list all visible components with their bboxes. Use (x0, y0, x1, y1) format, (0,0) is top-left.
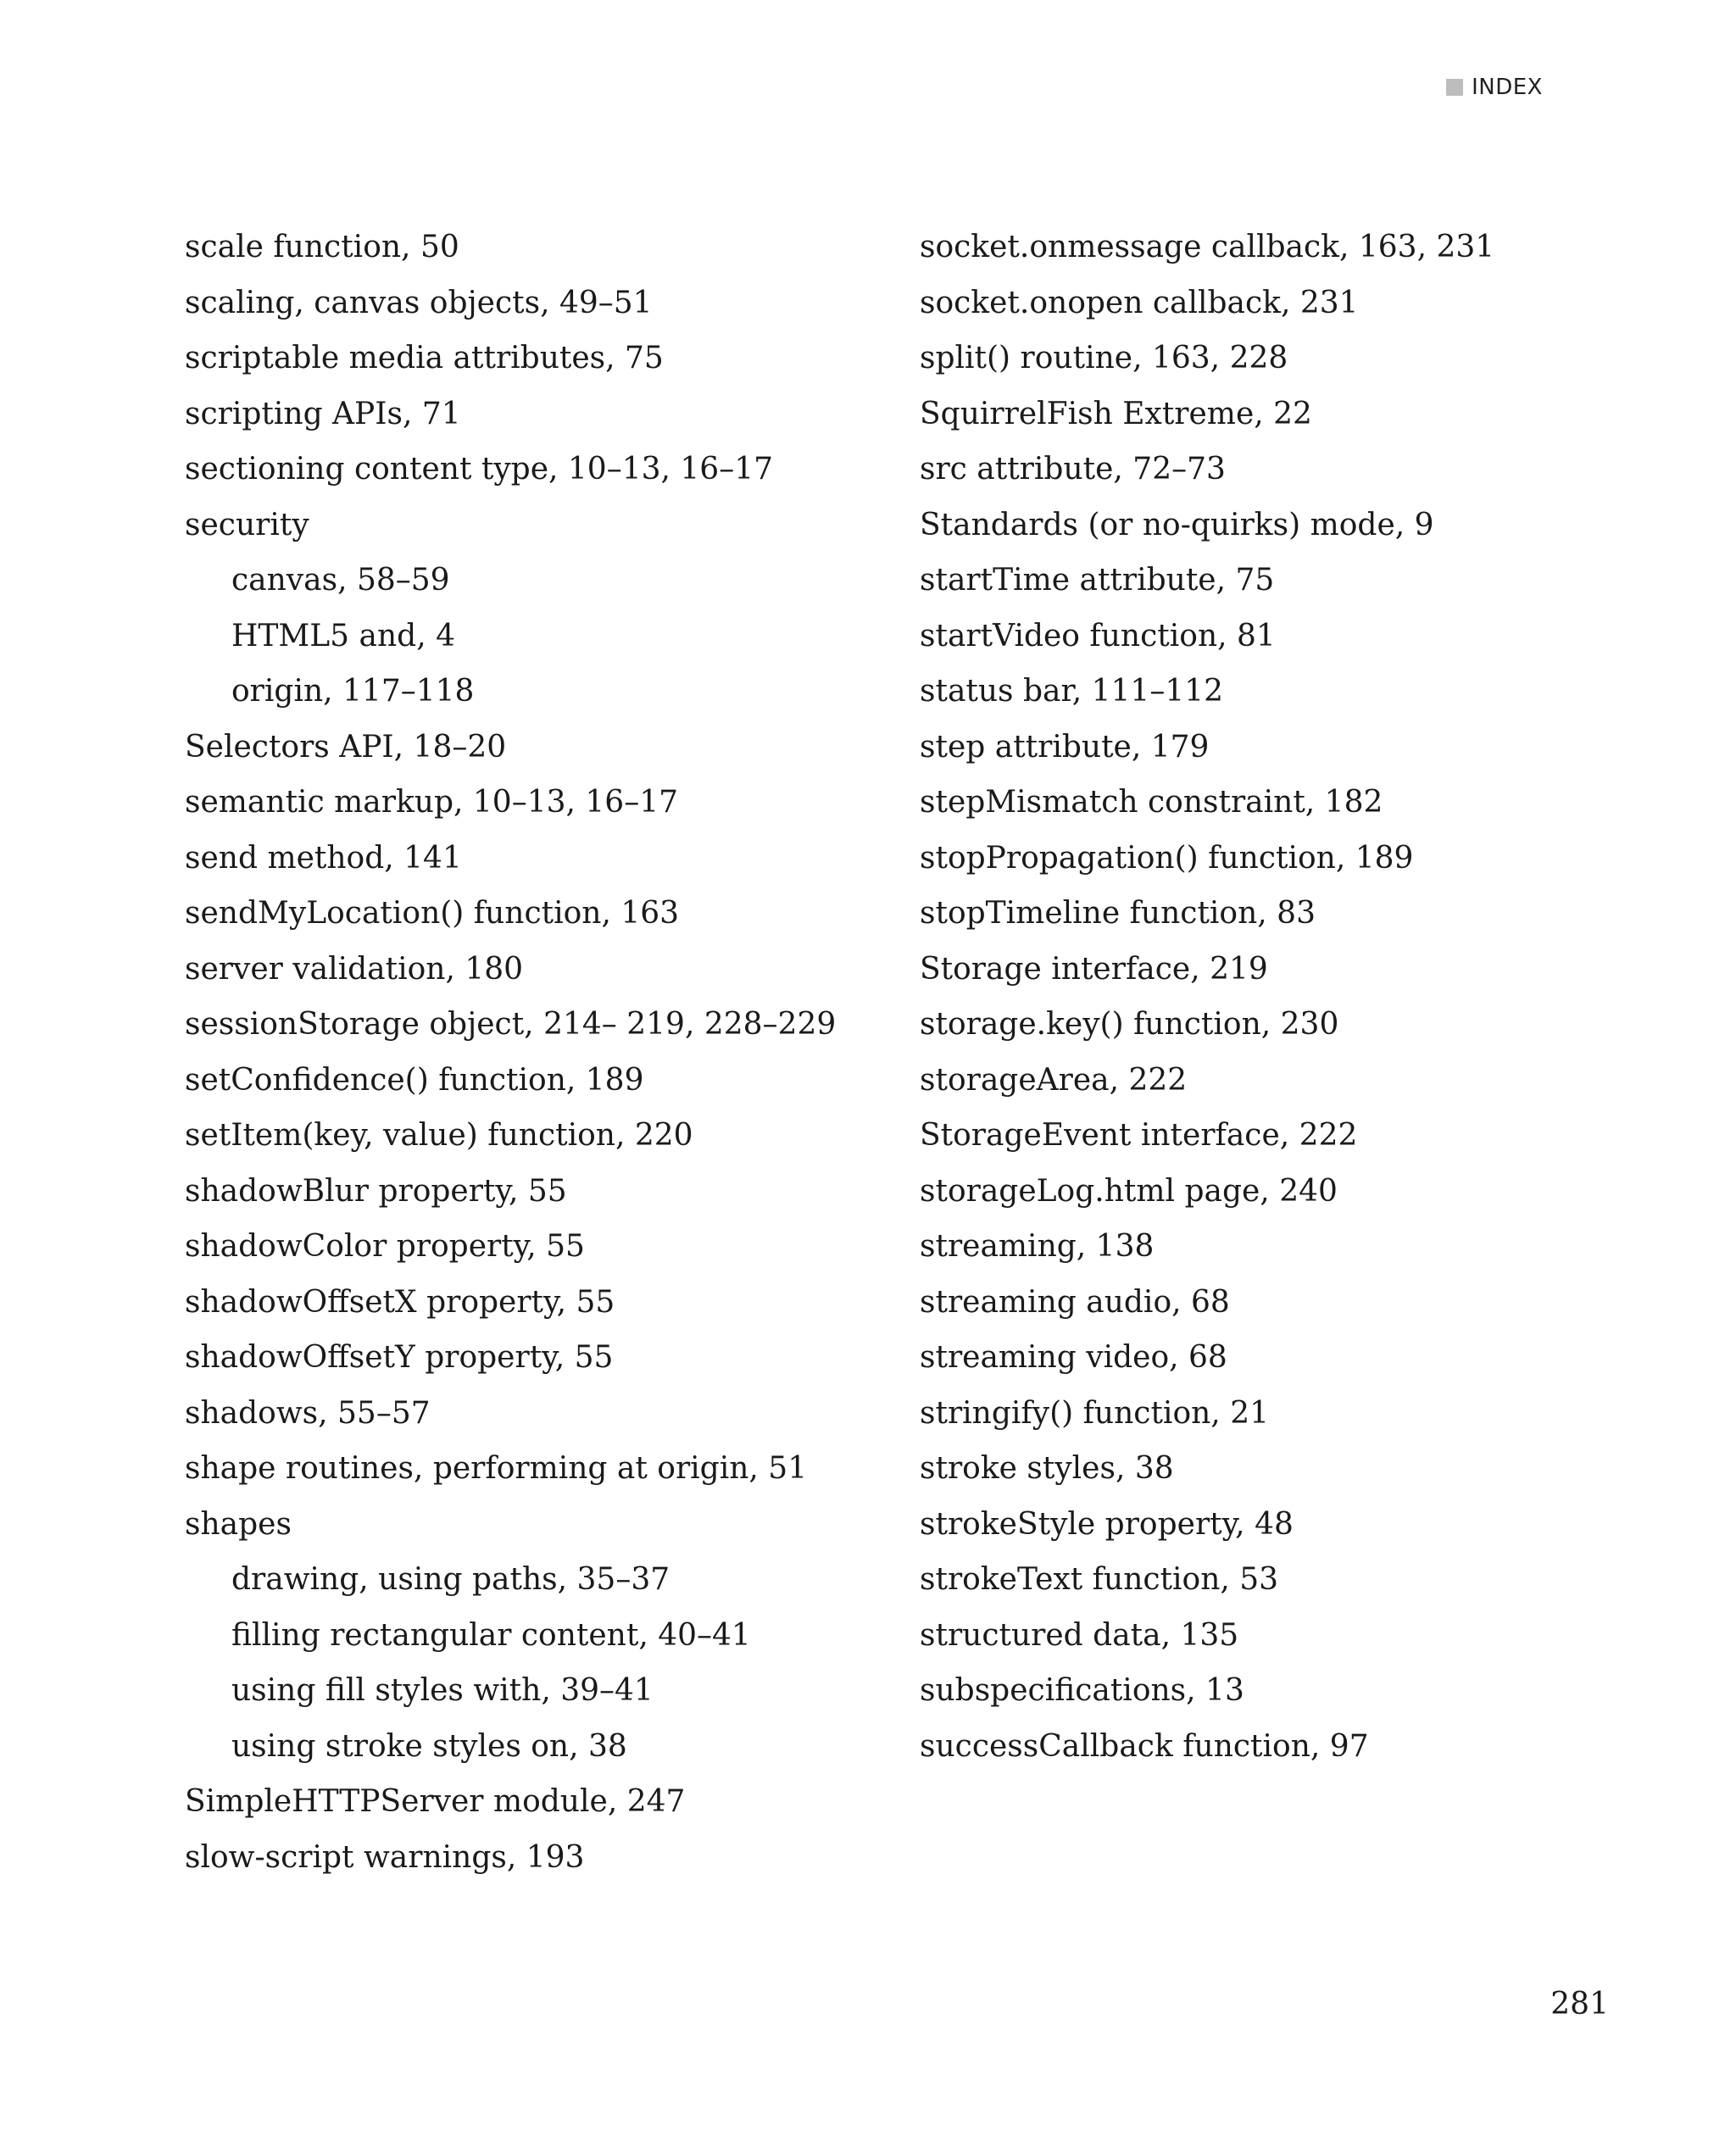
index-entry: scriptable media attributes, 75 (185, 341, 664, 375)
index-entry: startVideo function, 81 (920, 618, 1276, 653)
section-label: INDEX (1472, 75, 1543, 100)
index-entry: semantic markup, 10–13, 16–17 (185, 785, 679, 820)
index-column-left (185, 227, 897, 1893)
index-subentry: origin, 117–118 (231, 674, 475, 709)
section-marker-square (1446, 79, 1463, 96)
index-subentry: canvas, 58–59 (231, 563, 450, 598)
running-header (1446, 75, 1543, 100)
index-entry: Standards (or no-quirks) mode, 9 (920, 507, 1434, 542)
index-entry: scripting APIs, 71 (185, 396, 461, 431)
index-column-right (920, 227, 1632, 1782)
index-entry: storage.key() function, 230 (920, 1007, 1339, 1042)
index-subentry: drawing, using paths, 35–37 (231, 1562, 670, 1597)
index-entry: SquirrelFish Extreme, 22 (920, 396, 1312, 431)
index-entry: strokeStyle property, 48 (920, 1506, 1294, 1542)
index-entry: sessionStorage object, 214– 219, 228–229 (185, 1007, 837, 1042)
page-number: 281 (1550, 1987, 1609, 2021)
index-entry: src attribute, 72–73 (920, 452, 1226, 487)
index-entry: stroke styles, 38 (920, 1451, 1174, 1486)
index-subentry: HTML5 and, 4 (231, 618, 456, 653)
index-entry: strokeText function, 53 (920, 1562, 1279, 1597)
index-entry: stopTimeline function, 83 (920, 896, 1316, 931)
index-entry: subspecifications, 13 (920, 1673, 1244, 1708)
index-entry: storageLog.html page, 240 (920, 1173, 1338, 1209)
index-entry: stringify() function, 21 (920, 1395, 1269, 1431)
index-entry: structured data, 135 (920, 1617, 1239, 1653)
index-entry: shadows, 55–57 (185, 1395, 431, 1431)
index-subentry: filling rectangular content, 40–41 (231, 1617, 751, 1653)
index-entry: successCallback function, 97 (920, 1728, 1369, 1764)
index-entry: sectioning content type, 10–13, 16–17 (185, 452, 774, 487)
index-entry: server validation, 180 (185, 951, 524, 987)
index-entry: setConfidence() function, 189 (185, 1062, 644, 1098)
index-entry: step attribute, 179 (920, 729, 1210, 765)
index-entry: scale function, 50 (185, 230, 459, 264)
index-entry: streaming video, 68 (920, 1340, 1227, 1375)
index-entry: Storage interface, 219 (920, 951, 1268, 987)
index-subentry: using fill styles with, 39–41 (231, 1673, 654, 1708)
index-entry: shape routines, performing at origin, 51 (185, 1451, 808, 1486)
index-entry: shadowOffsetY property, 55 (185, 1340, 614, 1375)
index-entry: streaming audio, 68 (920, 1284, 1230, 1320)
index-entry: slow-script warnings, 193 (185, 1839, 585, 1875)
index-entry: storageArea, 222 (920, 1062, 1188, 1098)
index-entry: shadowBlur property, 55 (185, 1173, 567, 1209)
index-entry: security (185, 507, 309, 542)
index-entry: send method, 141 (185, 840, 462, 876)
index-entry: shapes (185, 1506, 292, 1542)
index-subentry: using stroke styles on, 38 (231, 1728, 627, 1764)
index-entry: stepMismatch constraint, 182 (920, 785, 1383, 820)
index-entry: status bar, 111–112 (920, 674, 1224, 709)
index-entry: StorageEvent interface, 222 (920, 1118, 1358, 1153)
index-entry: Selectors API, 18–20 (185, 729, 507, 765)
index-entry: startTime attribute, 75 (920, 563, 1275, 598)
index-entry: streaming, 138 (920, 1229, 1155, 1264)
index-entry: shadowOffsetX property, 55 (185, 1284, 615, 1320)
index-entry: shadowColor property, 55 (185, 1229, 585, 1264)
index-entry: split() routine, 163, 228 (920, 341, 1288, 375)
index-entry: socket.onmessage callback, 163, 231 (920, 230, 1495, 264)
index-entry: setItem(key, value) function, 220 (185, 1118, 693, 1153)
index-entry: stopPropagation() function, 189 (920, 840, 1414, 876)
index-entry: socket.onopen callback, 231 (920, 285, 1359, 320)
index-entry: scaling, canvas objects, 49–51 (185, 285, 653, 320)
index-entry: SimpleHTTPServer module, 247 (185, 1784, 686, 1819)
index-entry: sendMyLocation() function, 163 (185, 896, 680, 931)
